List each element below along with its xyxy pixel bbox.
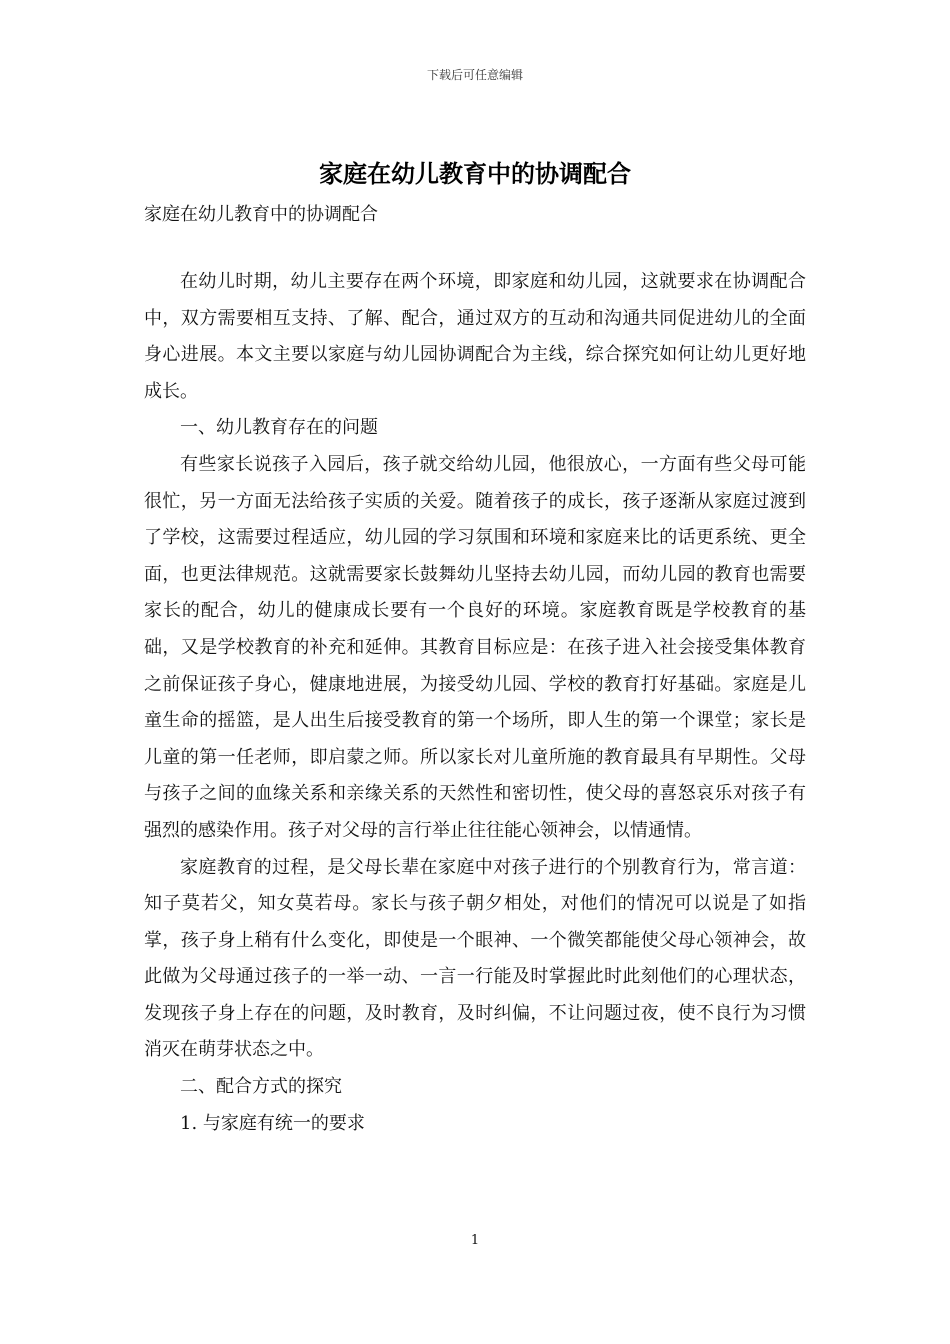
- section-heading-1: 一、幼儿教育存在的问题: [180, 417, 378, 439]
- page-number: 1: [470, 1233, 480, 1248]
- document-subtitle: 家庭在幼儿教育中的协调配合: [144, 204, 378, 225]
- section-heading-2: 二、配合方式的探究: [180, 1076, 342, 1098]
- document-title: 家庭在幼儿教育中的协调配合: [319, 159, 631, 188]
- body-paragraph: 家庭教育的过程，是父母长辈在家庭中对孩子进行的个别教育行为，常言道：知子莫若父，知女莫若母。家长与孩子朝夕相处，对他们的情况可以说是了如指掌，孩子身上稍有什么变化，即使是一个眼神、一个微笑都能使父母心领神会，故此做为父母通过孩子的一举一动、一言一行能及时掌握此时此刻他们的心理状态，发现孩子身上存在的问题，及时教育，及时纠偏，不让问题过夜，使不良行为习惯消灭在萌芽状态之中。: [144, 856, 806, 1061]
- document-body: [144, 264, 806, 1142]
- body-paragraph: 有些家长说孩子入园后，孩子就交给幼儿园，他很放心，一方面有些父母可能很忙，另一方面无法给孩子实质的关爱。随着孩子的成长，孩子逐渐从家庭过渡到了学校，这需要过程适应，幼儿园的学习氛围和环境和家庭来比的话更系统、更全面，也更法律规范。这就需要家长鼓舞幼儿坚持去幼儿园，而幼儿园的教育也需要家长的配合，幼儿的健康成长要有一个良好的环境。家庭教育既是学校教育的基础，又是学校教育的补充和延伸。其教育目标应是：在孩子进入社会接受集体教育之前保证孩子身心，健康地进展，为接受幼儿园、学校的教育打好基础。家庭是儿童生命的摇篮，是人出生后接受教育的第一个场所，即人生的第一个课堂；家长是儿童的第一任老师，即启蒙之师。所以家长对儿童所施的教育最具有早期性。父母与孩子之间的血缘关系和亲缘关系的天然性和密切性，使父母的喜怒哀乐对孩子有强烈的感染作用。孩子对父母的言行举止往往能心领神会，以情通情。: [144, 453, 806, 841]
- page-header-note: 下载后可任意编辑: [426, 68, 523, 82]
- intro-paragraph: 在幼儿时期，幼儿主要存在两个环境，即家庭和幼儿园，这就要求在协调配合中，双方需要相互支持、了解、配合，通过双方的互动和沟通共同促进幼儿的全面身心进展。本文主要以家庭与幼儿园协调配合为主线，综合探究如何让幼儿更好地成长。: [144, 271, 806, 402]
- subsection-heading-1: 1. 与家庭有统一的要求: [180, 1112, 365, 1134]
